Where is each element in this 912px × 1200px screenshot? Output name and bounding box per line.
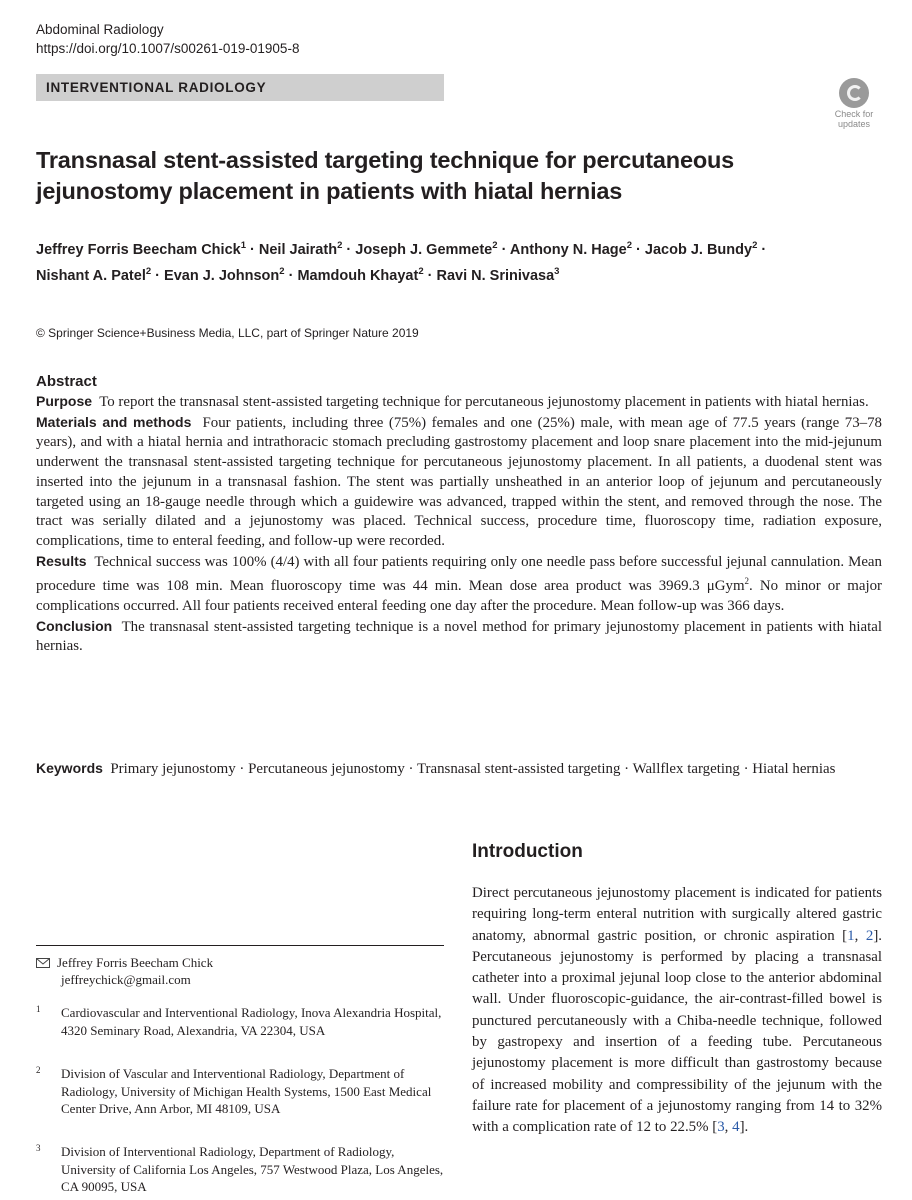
- introduction-heading: Introduction: [472, 841, 583, 862]
- author-affiliation-mark: 2: [626, 240, 633, 251]
- section-label: INTERVENTIONAL RADIOLOGY: [36, 74, 444, 101]
- author-affiliation-mark: 2: [418, 265, 424, 277]
- affiliation: 1 Cardiovascular and Interventional Radiology, Inova Alexandria Hospital, 4320 Seminary Road, Alexandria, VA 22304, USA: [36, 1004, 444, 1039]
- article-title: Transnasal stent-assisted targeting technique for percutaneous jejunostomy placement in patients with hiatal hernias: [36, 147, 734, 204]
- affiliation: 2 Division of Vascular and Interventional Radiology, Department of Radiology, University of Michigan Health Systems, 1500 East Medical Center Drive, Ann Arbor, MI 48109, USA: [36, 1065, 444, 1118]
- author-name[interactable]: Jeffrey Forris Beecham Chick: [36, 241, 241, 258]
- conclusion-label: Conclusion: [36, 617, 113, 634]
- abstract-conclusion: Conclusion The transnasal stent-assisted targeting technique is a novel method for primary jejunostomy placement in patients with hiatal hernias.: [36, 617, 882, 655]
- affiliation-number: 3: [36, 1143, 41, 1153]
- methods-label: Materials and methods: [36, 413, 192, 430]
- author-name[interactable]: Anthony N. Hage: [509, 241, 627, 258]
- author-affiliation-mark: 2: [492, 240, 498, 251]
- correspondence-email[interactable]: jeffreychick@gmail.com: [61, 972, 191, 987]
- citation-link[interactable]: 3: [717, 1119, 725, 1136]
- check-updates-icon: [839, 78, 869, 108]
- check-for-updates-button[interactable]: [828, 78, 880, 129]
- author-name[interactable]: Neil Jairath: [258, 241, 338, 258]
- abstract-purpose: Purpose To report the transnasal stent-assisted targeting technique for percutaneous jejunostomy placement in patients with hiatal hernias.: [36, 393, 869, 410]
- check-updates-label: Check for updates: [834, 109, 874, 129]
- author-affiliation-mark: 1: [240, 240, 246, 251]
- author-affiliation-mark: 2: [752, 240, 758, 251]
- introduction-paragraph: Direct percutaneous jejunostomy placement is indicated for patients requiring long-term enteral nutrition with surgically altered gastric anatomy, abnormal gastric position, or chronic aspiration [1, 2]. Percutaneous jejunostomy is performed by placing a transnasal catheter into a proximal jejunal loop close to the anterior abdominal wall. Under fluoroscopic-guidance, the air-contrast-filled bowel is punctured percutaneously with a Chiba-needle technique, followed by gastropexy and insertion of a feeding tube. Percutaneous jejunostomy placement is more difficult than gastrostomy because of increased mobility and compressibility of the jejunum with the failure rate for placement of a jejunostomy ranging from 14 to 32% with a complication rate of 12 to 22.5% [3, 4].: [472, 885, 882, 1136]
- journal-header: [36, 20, 299, 58]
- envelope-icon: [36, 958, 50, 968]
- affiliation-number: 2: [36, 1065, 41, 1075]
- copyright-notice: © Springer Science+Business Media, LLC, part of Springer Nature 2019: [36, 326, 419, 340]
- affiliation-number: 1: [36, 1004, 41, 1014]
- keywords-list: Primary jejunostomy · Percutaneous jejunostomy · Transnasal stent-assisted targeting · Wallflex targeting · Hiatal hernias: [110, 761, 836, 777]
- purpose-label: Purpose: [36, 393, 93, 409]
- abstract-section: [36, 372, 882, 657]
- abstract-results: Results Technical success was 100% (4/4) with all four patients requiring only one needle pass before successful jejunal cannulation. Mean procedure time was 108 min. Mean fluoroscopy time was 44 min. Mean dose area product was 3969.3 μGym$^2$. No minor or major complications occurred. All four patients received enteral feeding one day after the procedure. Mean follow-up was 366 days.: [36, 552, 882, 614]
- author-name[interactable]: Joseph J. Gemmete: [355, 241, 493, 258]
- footnote-divider: [36, 945, 444, 946]
- doi-link[interactable]: https://doi.org/10.1007/s00261-019-01905-8: [36, 41, 300, 56]
- author-name[interactable]: Jacob J. Bundy: [644, 241, 753, 258]
- abstract-heading: Abstract: [36, 373, 97, 390]
- author-list: Jeffrey Forris Beecham Chick$^1$ · Neil Jairath$^2$ · Joseph J. Gemmete$^2$ · Anthony N. Hage$^2$ · Jacob J. Bundy$^2$ · Nishant A. Patel$^2$ · Evan J. Johnson$^2$ · Mamdouh Khayat$^2$ · Ravi N. Srinivasa$^3$: [36, 240, 767, 284]
- citation-link[interactable]: 2: [865, 927, 874, 944]
- abstract-methods: Materials and methods Four patients, including three (75%) females and one (25%) male, with mean age of 77.5 years (range 73–78 years), and with a hiatal hernia and intrathoracic stomach precluding gastrostomy placement and loop snare placement into the mid-jejunum underwent the transnasal stent-assisted targeting technique for percutaneous jejunostomy placement. In all patients, a duodenal stent was inserted into the jejunum in a transnasal fashion. The stent was partially unsheathed in an anterior loop of jejunum and percutaneously targeted using an 18-gauge needle through which a guidewire was advanced, trapped within the stent, and removed through the nose. The tract was serially dilated and a jejunostomy was placed. Technical success, procedure time, fluoroscopy time, radiation exposure, complications, time to enteral feeding, and follow-up were recorded.: [36, 413, 882, 549]
- author-affiliation-mark: 3: [554, 265, 560, 277]
- results-label: Results: [36, 552, 87, 569]
- keywords-label: Keywords: [36, 760, 103, 776]
- author-affiliation-mark: 2: [145, 265, 152, 277]
- keywords: [36, 758, 882, 779]
- affiliation: 3 Division of Interventional Radiology, Department of Radiology, University of California Los Angeles, 757 Westwood Plaza, Los Angeles, CA 90095, USA: [36, 1143, 444, 1196]
- citation-link[interactable]: 4: [732, 1119, 740, 1136]
- author-name[interactable]: Mamdouh Khayat: [297, 267, 419, 284]
- author-name[interactable]: Nishant A. Patel: [36, 267, 146, 284]
- correspondence-name: Jeffrey Forris Beecham Chick: [57, 955, 214, 970]
- author-affiliation-mark: 2: [279, 265, 285, 277]
- journal-name: Abdominal Radiology: [36, 22, 164, 37]
- author-name[interactable]: Ravi N. Srinivasa: [436, 267, 555, 284]
- author-affiliation-mark: 2: [337, 240, 343, 251]
- correspondence-block: [36, 954, 213, 988]
- citation-link[interactable]: 1: [847, 927, 855, 944]
- author-name[interactable]: Evan J. Johnson: [164, 267, 280, 284]
